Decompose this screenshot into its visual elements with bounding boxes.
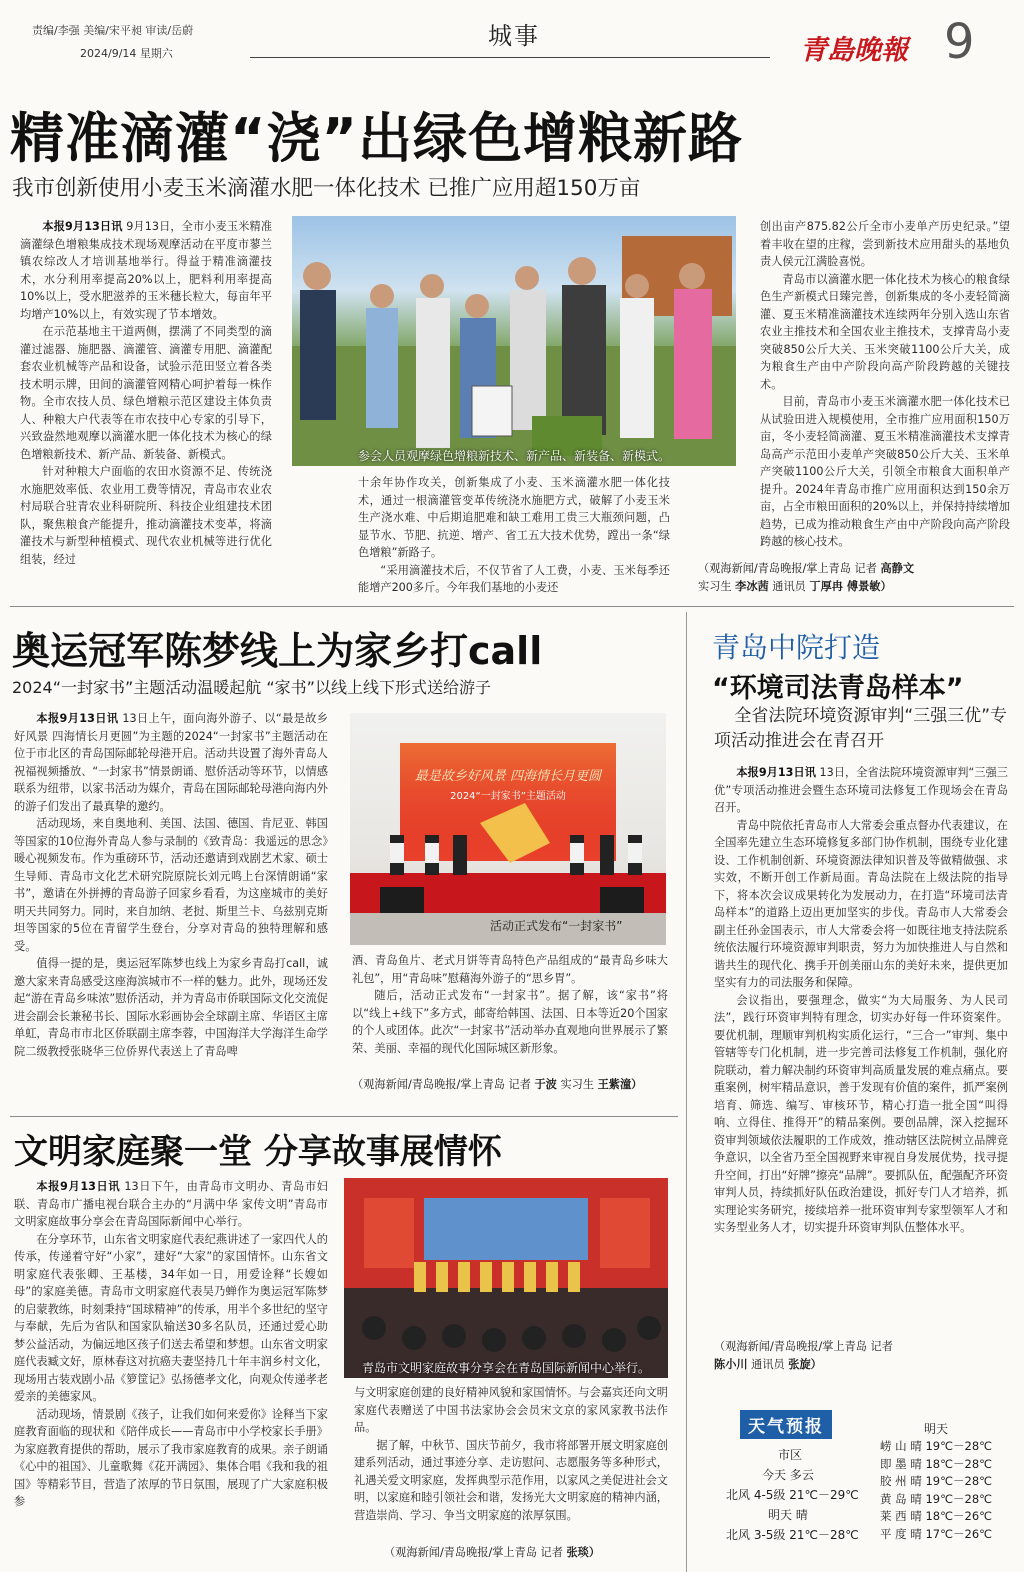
story2-headline: 奥运冠军陈梦线上为家乡打call: [12, 629, 543, 673]
story4-left-rule: [686, 612, 687, 1572]
story3-column-1: [14, 1178, 328, 1566]
weather-district-list: [880, 1438, 1012, 1543]
story1-dateline: 本报9月13日讯: [42, 220, 123, 233]
story1-credit-correspondent-label: 通讯员: [772, 579, 806, 593]
weather-district-row: 即 墨 晴 18℃－28℃: [880, 1456, 993, 1471]
story3-paragraph-2: 在分享环节，山东省文明家庭代表纪燕讲述了一家四代人的传承，传递着守好“小家”，建好“大家”的家国情怀。山东省文明家庭代表张卿、王基楼，34年如一日，用爱诠释“长嫂如母”的家庭美德。青岛市文明家庭代表吴乃蝉作为奥运冠军陈梦的启蒙教练，时刻秉持“国球精神”的传承，用半个多世纪的坚守与奉献，先后为省队和国家队输送30多名队员，还通过爱心助梦公益活动，为偏远地区孩子们送去希望和梦想。山东省文明家庭代表臧文好，原林春这对抗癌夫妻坚持几十年丰润乡村文化，现场用古装戏剧小品《箩筐记》弘扬德孝文化，向观众传递孝老爱亲的美德家风。: [14, 1232, 328, 1403]
story2-paragraph-2: 活动现场，来自奥地利、美国、法国、德国、肯尼亚、韩国等国家的10位海外青岛人参与录制的《致青岛：我遥远的思念》暖心视频发布。作为重磅环节，活动还邀请到戏剧艺术家、硕士生导师、青岛市文化艺术研究院原院长刘元鸣上台深情朗诵“家书”，邀请在外拼搏的青岛游子回家乡看看，为这座城市的美好明天共同努力。同时，来自加纳、老挝、斯里兰卡、乌兹别克斯坦等国家的5位在青留学生登台，分享对青岛的独特理解和感受。: [14, 817, 328, 953]
story1-headline: 精准滴灌“浇”出绿色增粮新路: [10, 107, 743, 170]
story1-paragraph-8: 目前，青岛市小麦玉米滴灌水肥一体化技术已从试验田进入规模使用，全市推广应用面积150万亩，冬小麦轻简滴灌、夏玉米精准滴灌技术支撑青岛高产示范田小麦单产突破850公斤大关、玉米单产突破1100公斤大关，引领全市粮食大面积单产提升。2024年青岛市推广应用面积达到150余万亩，占全市粮田面积的20%以上，并保持持续增加趋势，已成为推动粮食生产由中产阶段向高产阶段跨越的核心技术。: [760, 395, 1010, 548]
story2-paragraph-5: 随后，活动正式发布“一封家书”。据了解，该“家书”将以“线上+线下”多方式，邮寄给韩国、法国、日本等近20个国家的个人或团体。此次“一封家书”活动举办直观地向世界展示了繁荣、美丽、幸福的现代化国际城区新形象。: [352, 989, 668, 1055]
story4-credit-correspondent: 张旋）: [788, 1357, 822, 1371]
story3-photo: [344, 1178, 668, 1378]
story1-column-2: [358, 474, 670, 594]
story4-credit: [714, 1338, 1008, 1373]
story2-column-1: [14, 710, 328, 1110]
story3-paragraph-5: 据了解，中秋节、国庆节前夕，我市将部署开展文明家庭创建系列活动，通过事迹分享、走访慰问、志愿服务等多种形式，礼遇关爱文明家庭，发挥典型示范作用，以家风之美促进社会文明，以家庭和睦引领社会和谐，发扬光大文明家庭的精神内涵，营造崇尚、学习、争当文明家庭的浓厚氛围。: [354, 1438, 668, 1522]
editor-credits: 责编/李强 美编/宋平昶 审读/岳蔚: [32, 24, 194, 37]
story4-credit-reporter: 陈小川: [714, 1357, 748, 1371]
story3-photo-caption: 青岛市文明家庭故事分享会在青岛国际新闻中心举行。: [361, 1361, 650, 1375]
issue-date: 2024/9/14 星期六: [80, 47, 173, 60]
section-title: 城事: [488, 22, 540, 50]
weather-today-detail: 北风 4-5级 21℃－29℃: [726, 1488, 859, 1502]
weather-city: 市区: [778, 1448, 803, 1462]
story3-dateline: 本报9月13日讯: [36, 1180, 121, 1193]
story2-subhead: 2024“一封家书”主题活动温暖起航 “家书”以线上线下形式送给游子: [12, 678, 491, 697]
story2-credit: [352, 1076, 668, 1094]
story2-paragraph-4: 酒、青岛鱼片、老式月饼等青岛特色产品组成的“最青岛乡味大礼包”，用“青岛味”慰藉海外游子的“思乡胃”。: [352, 954, 668, 985]
story2-column-2: [352, 952, 668, 1074]
page-number: 9: [944, 14, 975, 70]
story2-credit-reporter: 于波: [534, 1078, 557, 1091]
masthead-rule: [250, 57, 770, 58]
story4-subhead: 全省法院环境资源审判“三强三优”专项活动推进会在青召开: [714, 706, 1008, 751]
story3-column-2: [354, 1384, 668, 1542]
story1-credit: [698, 560, 1010, 595]
story1-paragraph-7: 青岛市以滴灌水肥一体化技术为核心的粮食绿色生产新模式日臻完善，创新集成的冬小麦轻简滴灌、夏玉米精准滴灌技术连续两年分别入选山东省农业主推技术和全国农业主推技术，支撑青岛小麦突破850公斤大关、玉米突破1100公斤大关，成为粮食生产由中产阶段向高产阶段跨越的关键技术。: [760, 272, 1010, 391]
story4-column: [714, 764, 1008, 1336]
story1-column-1: [20, 218, 272, 590]
story4-credit-outlet: （观海新闻/青岛晚报/掌上青岛 记者: [714, 1340, 893, 1353]
story2-stage-subtitle: 2024“一封家书”主题活动: [450, 791, 566, 802]
story1-paragraph-3: 针对种粮大户面临的农田水资源不足、传统浇水施肥效率低、农业用工费等情况，青岛市农业农村局联合驻青农业科研院所、科技企业组建技术团队，聚焦粮食产能提升，推动滴灌技术变革，将滴灌技术与新型种植模式、现代农业机械等进行优化组装，经过: [20, 465, 272, 566]
story1-credit-intern: 李冰茜: [735, 579, 769, 593]
story1-subhead: 我市创新使用小麦玉米滴灌水肥一体化技术 已推广应用超150万亩: [12, 176, 641, 201]
story1-photo-caption: 参会人员观摩绿色增粮新技术、新产品、新装备、新模式。: [357, 449, 670, 463]
story1-divider: [10, 606, 1014, 607]
masthead: [0, 0, 1024, 70]
story1-paragraph-6: 创出亩产875.82公斤全市小麦单产历史纪录。”望着丰收在望的庄稼，尝到新技术应用甜头的基地负责人侯元江满脸喜悦。: [760, 220, 1010, 268]
story1-paragraph-5: “采用滴灌技术后，不仅节省了人工费，小麦、玉米每季还能增产200多斤。今年我们基地的小麦还: [358, 563, 670, 594]
story2-paragraph-3: 值得一提的是，奥运冠军陈梦也线上为家乡青岛打call，诚邀大家来青岛感受这座海滨城市不一样的魅力。此外，现场还发起“游在青岛乡味浓”慰侨活动，并为青岛市侨联国际文化交流促进会副会长兼秘书长、国际水彩画协会全球副主席、华语区主席单虹，青岛市市北区侨联副主席李蓉，中国海洋大学海洋生命学院二级教授张晓华三位侨界代表送上了青岛啤: [14, 957, 328, 1058]
story3-paragraph-1: 13日下午，由青岛市文明办、青岛市妇联、青岛市广播电视台联合主办的“月满中华 家传文明”青岛市文明家庭故事分享会在青岛国际新闻中心举行。: [14, 1180, 328, 1228]
story3-paragraph-4: 与文明家庭创建的良好精神风貌和家国情怀。与会嘉宾还向文明家庭代表赠送了中国书法家协会会员宋文京的家风家教书法作品。: [354, 1386, 668, 1434]
story2-divider: [10, 1116, 678, 1117]
weather-today: 今天 多云: [762, 1468, 814, 1482]
story1-paragraph-2: 在示范基地主干道两侧，摆满了不同类型的滴灌过滤器、施肥器、滴灌管、滴灌专用肥、滴灌配套农业机械等产品和设备，试验示范田竖立着各类技术明示牌，田间的滴灌管网精心呵护着每一株作物。全市农技人员、绿色增粮示范区建设主体负责人、种粮大户代表等在市农技中心专家的引导下，兴致盎然地观摩以滴灌水肥一体化技术为核心的绿色增粮新技术、新产品、新装备、新模式。: [20, 325, 272, 461]
story3-headline: 文明家庭聚一堂 分享故事展情怀: [14, 1132, 502, 1172]
story2-stage-title: 最是故乡好风景 四海情长月更圆: [414, 769, 602, 784]
story1-photo: [292, 216, 736, 466]
weather-district-row: 黄 岛 晴 19℃－28℃: [880, 1491, 993, 1506]
newspaper-logo: 青島晚報: [800, 35, 908, 66]
weather-district-row: 平 度 晴 17℃－26℃: [880, 1526, 993, 1541]
story4-paragraph-3: 会议指出，要强理念，做实“为大局服务、为人民司法”，践行环资审判特有理念，切实办好每一件环资案件。要优机制，理顺审判机构实质化运行，“三合一”审判、集中管辖等专门化机制，进一步完善司法修复工作机制，强化府院联动，着力解决制约环资审判高质量发展的难点痛点。要重案例，树牢精品意识，善于发现有价值的案件，抓严案例培育、筛选、编写、审核环节，精心打造一批全国“叫得响、立得住、推得开”的精品案例。要创品牌，深入挖掘环资审判领域依法履职的工作成效，推动辖区法院树立品牌竞争意识，以全省乃至全国视野来审视自身发展优势，找寻提升空间，打出“好牌”擦亮“品牌”。要抓队伍，配强配齐环资审判人员，持续抓好队伍政治建设，抓好专门人才培养，抓实理论实务研究，接续培养一批环资审判专家型领军人才和实务型业务人才，切实提升环资审判队伍整体水平。: [714, 993, 1008, 1234]
story1-credit-intern-label: 实习生: [698, 579, 732, 593]
story2-photo-stage: [350, 713, 666, 945]
weather-title: 天气预报: [740, 1410, 832, 1439]
story1-paragraph-1: 9月13日，全市小麦玉米精准滴灌绿色增粮集成技术现场观摩活动在平度市蓼兰镇农综改人才培训基地举行。得益于精准滴灌技术，水分利用率提高20%以上，肥料利用率提高10%以上，受水肥滋养的玉米穗长粒大，每亩年平均增产10%以上，有效实现了节本增效。: [20, 220, 273, 321]
story1-photo-people: [292, 216, 736, 466]
story3-photo-scene: [344, 1178, 668, 1378]
story1-column-3-end: [698, 474, 1010, 566]
story3-credit: [384, 1544, 674, 1562]
story2-photo-caption: 活动正式发布“一封家书”: [490, 919, 623, 933]
story4-paragraph-2: 青岛中院依托青岛市人大常委会重点督办代表建议，在全国率先建立生态环境修复多部门协作机制，围绕专业化建设、工作机制创新、环境资源法律知识普及等做精做强、求实效，不断开创工作新局面。青岛法院在上级法院的指导下，将本次会议成果转化为发展动力，在打造“环境司法青岛样本”的道路上迈出更加坚实的步伐。青岛市人大常委会副主任孙金国表示，市人大常委会将一如既往地支持法院系统依法履行环境资源审判职责，努力为加快推进人与自然和谐共生的现代化、携手开创美丽山东的美好未来，提供更加坚实有力的司法服务和保障。: [714, 818, 1008, 989]
story3-credit-outlet: （观海新闻/青岛晚报/掌上青岛 记者: [384, 1546, 563, 1559]
story2-dateline: 本报9月13日讯: [36, 712, 119, 725]
story2-credit-outlet: （观海新闻/青岛晚报/掌上青岛 记者: [352, 1078, 531, 1091]
weather-tomorrow: 明天 晴: [768, 1508, 808, 1522]
weather-tomorrow-detail: 北风 3-5级 21℃－28℃: [726, 1528, 859, 1542]
story2-paragraph-1: 13日上午，面向海外游子、以“最是故乡好风景 四海情长月更圆”为主题的2024“一封家书”主题活动在位于市北区的青岛国际邮轮母港开启。活动共设置了海外青岛人祝福视频播放、“一封家书”情景朗诵、慰侨活动等环节，以情感联系为纽带，以家书活动为媒介，青岛在国际邮轮母港向海内外的游子们发出了最真挚的邀约。: [14, 712, 328, 813]
weather-districts-title: 明天: [924, 1422, 949, 1436]
story4-headline-line-2: “环境司法青岛样本”: [712, 673, 964, 704]
story1-credit-reporter: 高静文: [880, 562, 915, 575]
story4-headline-line-1: 青岛中院打造: [712, 631, 881, 664]
weather-district-row: 胶 州 晴 19℃－28℃: [880, 1474, 993, 1488]
story2-credit-intern-label: 实习生: [560, 1078, 595, 1091]
story1-credit-outlet: （观海新闻/青岛晚报/掌上青岛 记者: [698, 562, 877, 575]
story3-credit-reporter: 张琰）: [566, 1546, 601, 1559]
weather-district-row: 崂 山 晴 19℃－28℃: [880, 1439, 993, 1453]
story4-dateline: 本报9月13日讯: [736, 766, 816, 779]
story2-credit-intern: 王紫潼）: [597, 1078, 643, 1091]
story4-paragraph-1: 13日，全省法院环境资源审判“三强三优”专项活动推进会暨生态环境司法修复工作现场会在青岛召开。: [714, 766, 1008, 814]
weather-district-row: 莱 西 晴 18℃－26℃: [880, 1509, 993, 1523]
story1-credit-correspondents: 丁厚冉 傅景敏）: [809, 579, 892, 593]
story1-column-3: [760, 218, 1010, 548]
story2-photo: [350, 713, 666, 945]
story1-paragraph-4: 十余年协作攻关，创新集成了小麦、玉米滴灌水肥一体化技术，通过一根滴灌管变革传统浇水施肥方式，破解了小麦玉米生产浇水难、中后期追肥难和缺工难用工贵三大瓶颈问题，凸显节水、节肥、抗逆、增产、省工五大技术优势，蹚出一条“绿色增粮”新路子。: [358, 476, 670, 559]
weather-box: [712, 1404, 1012, 1554]
story3-paragraph-3: 活动现场，情景剧《孩子，让我们如何来爱你》诠释当下家庭教育面临的现状和《陪伴成长——青岛市中小学校家长手册》为家庭教育提供的帮助，展示了我市家庭教育的成果。亲子朗诵《心中的祖国》、儿童歌舞《花开满园》、集体合唱《我和我的祖国》等精彩节目，营造了浓厚的节日氛围，展现了广大家庭积极参: [14, 1407, 328, 1508]
story4-credit-correspondent-label: 通讯员: [751, 1357, 785, 1371]
